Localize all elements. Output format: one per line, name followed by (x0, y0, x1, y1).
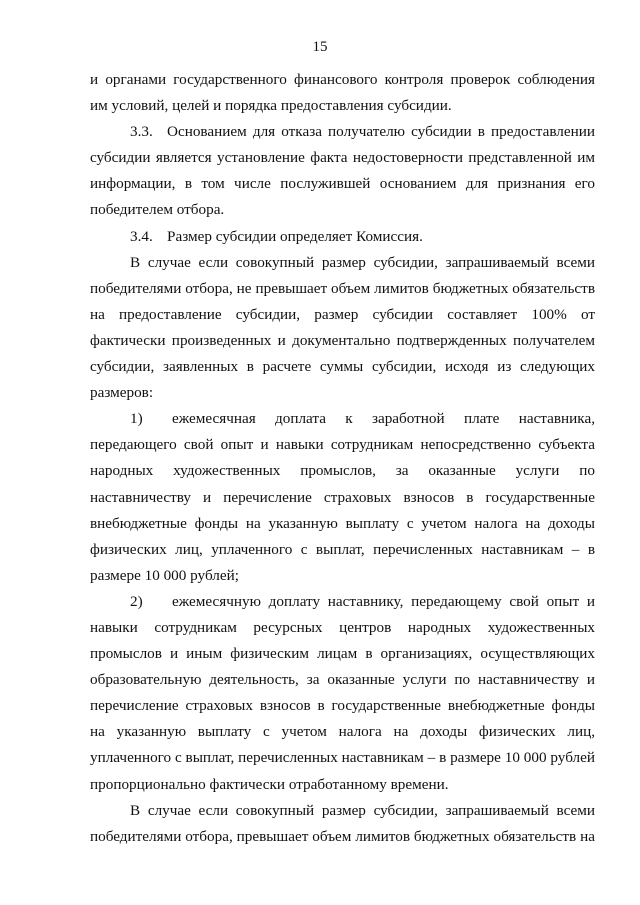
paragraph-3-4 (90, 224, 595, 250)
paragraph-3-3 (90, 119, 595, 223)
list-item-number: 1) (130, 410, 143, 428)
paragraph-number: 3.4. (130, 227, 153, 245)
paragraph-continuation (90, 67, 595, 119)
list-item-text: ежемесячная доплата к заработной плате наставника, передающего свой опыт и навыки сотрудникам непосредственно субъекта народных художественных промыслов, за оказанные услуги по наставничеству и перечисление страховых взносов в государственные внебюджетные фонды на указанную выплату с учетом налога на доходы физических лиц, уплаченного с выплат, перечисленных наставникам – в размере 10 000 рублей; (90, 410, 595, 584)
page-number: 15 (312, 39, 328, 55)
list-item-1 (90, 406, 595, 589)
paragraph-text: и органами государственного финансового контроля проверок соблюдения им условий, целей и порядка предоставления субсидии. (90, 71, 595, 115)
document-body (90, 67, 595, 850)
paragraph-subsidy-within-limits (90, 250, 595, 407)
list-item-2 (90, 589, 595, 798)
list-item-number: 2) (130, 592, 143, 610)
paragraph-number: 3.3. (130, 123, 153, 141)
paragraph-text: Основанием для отказа получателю субсидии в предоставлении субсидии является установление факта недостоверности представленной им информации, в том числе послужившей основанием для признания его победителем отбора. (90, 123, 595, 219)
paragraph-subsidy-exceeds-limits (90, 798, 595, 850)
list-item-text: ежемесячную доплату наставнику, передающему свой опыт и навыки сотрудникам ресурсных центров народных художественных промыслов и иным физическим лицам в организациях, осуществляющих образовательную деятельность, за оказанные услуги по наставничеству и перечисление страховых взносов в государственные внебюджетные фонды на указанную выплату с учетом налога на доходы физических лиц, уплаченного с выплат, перечисленных наставникам – в размере 10 000 рублей пропорционально фактически отработанному времени. (90, 592, 595, 793)
paragraph-text: В случае если совокупный размер субсидии, запрашиваемый всеми победителями отбора, не превышает объем лимитов бюджетных обязательств на предоставление субсидии, размер субсидии составляет 100% от фактически произведенных и документально подтвержденных получателем субсидии, заявленных в расчете суммы субсидии, исходя из следующих размеров: (90, 253, 595, 402)
paragraph-text: В случае если совокупный размер субсидии, запрашиваемый всеми победителями отбора, превышает объем лимитов бюджетных обязательств на (90, 801, 595, 845)
paragraph-text: Размер субсидии определяет Комиссия. (167, 227, 423, 245)
